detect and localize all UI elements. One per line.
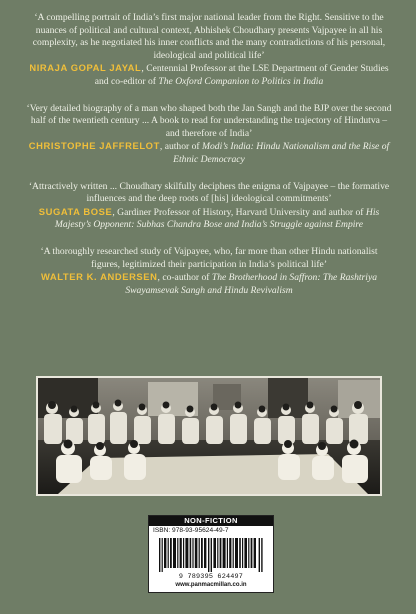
- reviewer-book: Modi’s India: Hindu Nationalism and the Rise of Ethnic Democracy: [173, 141, 390, 165]
- blurb-quote: ‘Very detailed biography of a man who shaped both the Jan Sangh and the BJP over the second half of the twentieth century ... A book to read for understanding the trajectory of Hindutva – and therefore of India’: [26, 102, 392, 139]
- reviewer-title: co-author of: [162, 272, 210, 284]
- blurb-jayal: [26, 12, 392, 89]
- reviewer-name: NIRAJA GOPAL JAYAL: [29, 62, 142, 74]
- archival-group-photo: [36, 376, 382, 496]
- blurb-andersen: [26, 246, 392, 297]
- barcode-icon: [159, 538, 263, 572]
- reviewer-book: His Majesty’s Opponent: Subhas Chandra Bose and India’s Struggle against Empire: [54, 206, 380, 231]
- barcode-digits: 9 789395 624497: [178, 573, 244, 581]
- reviewer-name: CHRISTOPHE JAFFRELOT: [28, 140, 160, 152]
- reviewer-title: Gardiner Professor of History, Harvard University and author of: [117, 206, 364, 218]
- reviewer-title: author of: [164, 141, 200, 153]
- reviewer-name: SUGATA BOSE: [38, 205, 113, 217]
- blurb-quote: ‘A thoroughly researched study of Vajpayee, who, far more than other Hindu nationalist figures, legitimized their participation in India’s political life’: [40, 245, 378, 270]
- publisher-website[interactable]: www.panmacmillan.co.in: [175, 582, 247, 588]
- blurb-attribution: NIRAJA GOPAL JAYAL, Centennial Professor at the LSE Department of Gender Studies and co-editor of The Oxford Companion to Politics in India: [29, 62, 389, 87]
- reviewer-name: WALTER K. ANDERSEN: [40, 271, 158, 283]
- photo-illustration: [38, 378, 380, 494]
- blurb-quote: ‘Attractively written ... Choudhary skilfully deciphers the enigma of Vajpayee – the formative influences and the deep roots of [his] ideological commitments’: [28, 180, 390, 205]
- blurb-attribution: CHRISTOPHE JAFFRELOT, author of Modi’s India: Hindu Nationalism and the Rise of Ethnic Democracy: [28, 140, 390, 165]
- blurb-quote: ‘A compelling portrait of India’s first major national leader from the Right. Sensitive to the nuances of political and cultural context, Abhishek Choudhary presents Vajpayee in all his complexity, as he negotiated his inner conflicts and the many contradictions of his personal, ideological and political life’: [32, 12, 386, 61]
- isbn-text: ISBN: 978-93-95624-49-7: [153, 527, 229, 534]
- blurb-jaffrelot: [26, 103, 392, 167]
- review-blurbs: [26, 12, 392, 311]
- category-label: NON-FICTION: [149, 516, 273, 526]
- reviewer-book: The Oxford Companion to Politics in India: [158, 75, 324, 87]
- barcode-panel: [148, 515, 274, 593]
- blurb-attribution: SUGATA BOSE, Gardiner Professor of History, Harvard University and author of His Majesty’s Opponent: Subhas Chandra Bose and India’s Struggle against Empire: [38, 205, 380, 231]
- blurb-attribution: WALTER K. ANDERSEN, co-author of The Brotherhood in Saffron: The Rashtriya Swayamsevak Sangh and Hindu Revivalism: [40, 271, 378, 296]
- reviewer-book: The Brotherhood in Saffron: The Rashtriya Swayamsevak Sangh and Hindu Revivalism: [125, 272, 378, 296]
- blurb-bose: [26, 181, 392, 232]
- reviewer-title: Centennial Professor at the LSE Department of Gender Studies and co-editor of: [94, 63, 389, 87]
